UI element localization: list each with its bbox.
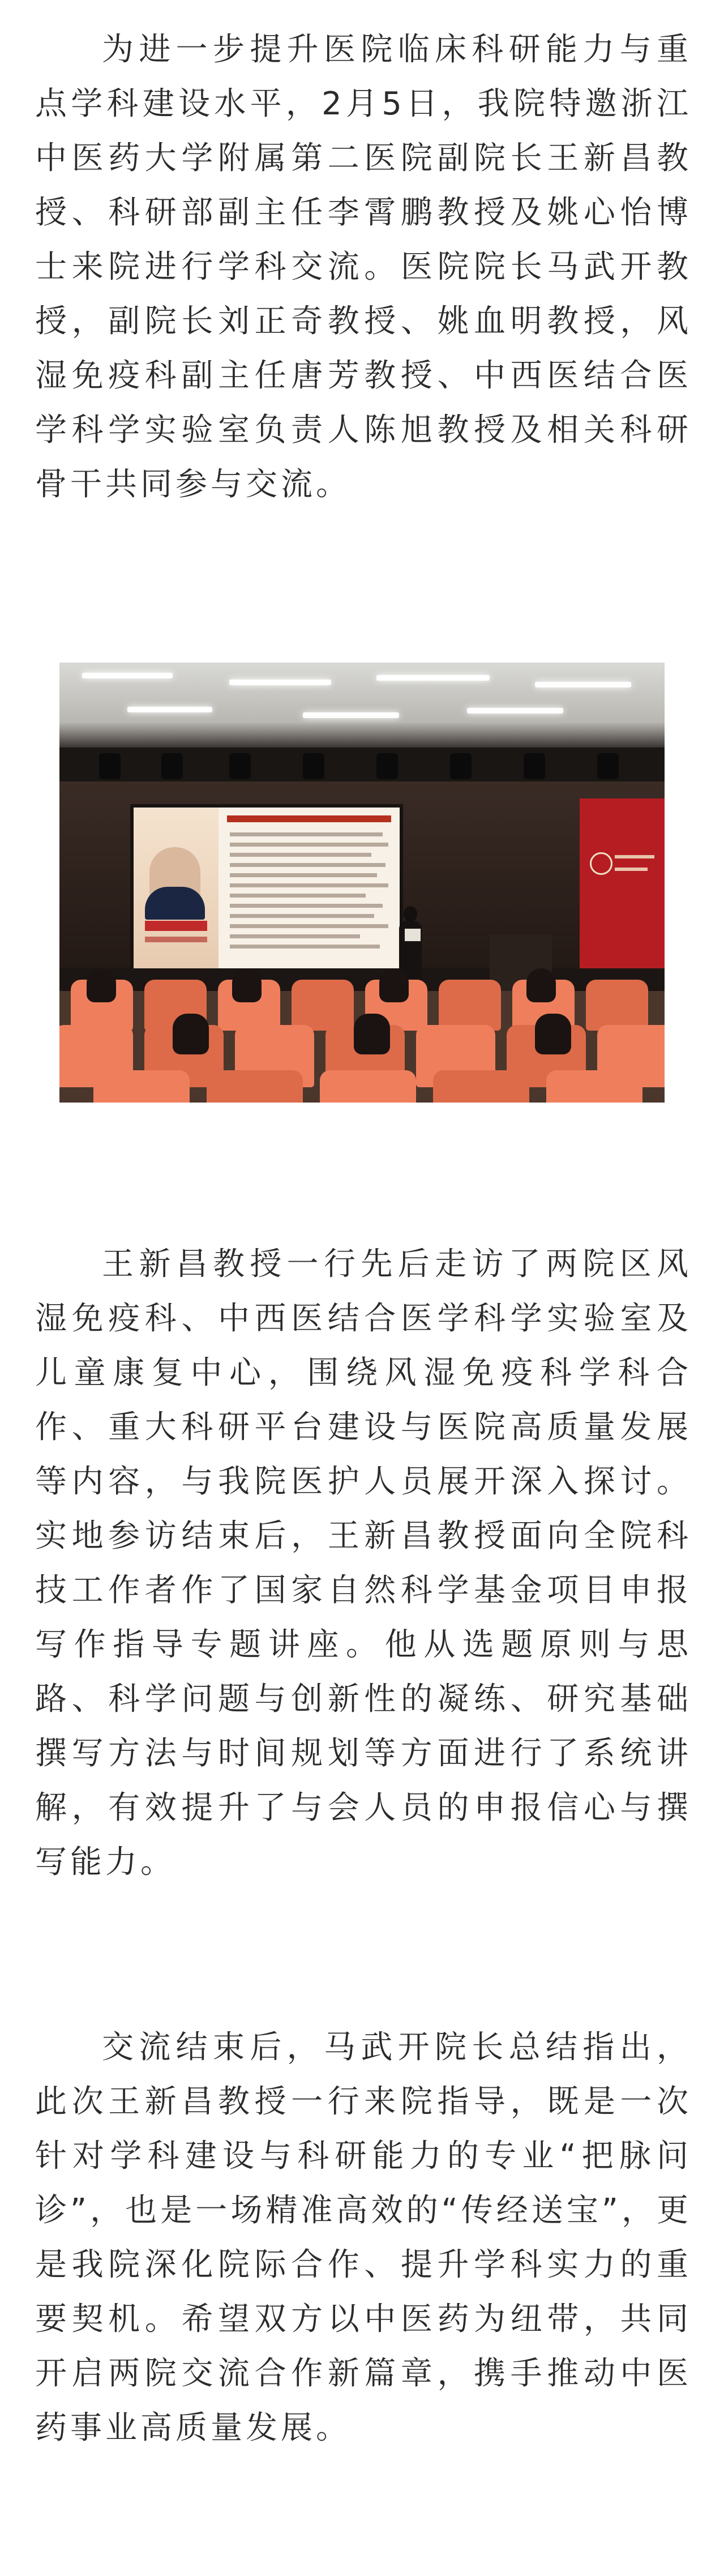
speaker-title-bar (145, 937, 207, 942)
audience-member (87, 968, 116, 1002)
ceiling-light (467, 708, 563, 714)
stage-spotlight (303, 753, 324, 779)
stage-spotlight (229, 753, 251, 779)
article-paragraph-2: 王新昌教授一行先后走访了两院区风湿免疫科、中西医结合医学科学实验室及儿童康复中心，围绕风湿免疫科学科合作、重大科研平台建设与医院高质量发展等内容，与我院医护人员展开深入探讨。实地参访结束后，王新昌教授面向全院科技工作者作了国家自然科学基金项目申报写作指导专题讲座。他从选题原则与思路、科学问题与创新性的凝练、研究基础撰写方法与时间规划等方面进行了系统讲解，有效提升了与会人员的申报信心与撰写能力。 (35, 1246, 692, 1881)
audience-member (173, 1014, 209, 1054)
ceiling-light (535, 682, 631, 687)
banner-logo-icon (590, 852, 612, 875)
ceiling-light (127, 707, 212, 712)
article-paragraph-1: 为进一步提升医院临床科研能力与重点学科建设水平，2月5日，我院特邀浙江中医药大学附属第二医院副院长王新昌教授、科研部副主任李霄鹏教授及姚心怡博士来院进行学科交流。医院院长马武开教授，副院长刘正奇教授、姚血明教授，风湿免疫科副主任唐芳教授、中西医结合医学科学实验室负责人陈旭教授及相关科研骨干共同参与交流。 (35, 31, 692, 503)
audience-seat (586, 980, 648, 1031)
audience-seat (546, 1070, 642, 1103)
screen-speaker-panel (134, 808, 219, 972)
ceiling-light (82, 673, 173, 678)
audience-seat (292, 980, 354, 1031)
banner-line (615, 855, 654, 858)
audience-seat (433, 1070, 529, 1103)
audience-seat (320, 1070, 416, 1103)
audience-member (379, 968, 409, 1002)
lecture-photo (59, 663, 665, 1103)
lighting-truss (59, 747, 665, 781)
ceiling-light (229, 680, 331, 685)
red-banner (580, 798, 665, 985)
stage-spotlight (524, 753, 545, 779)
speaker-name-bar (145, 921, 207, 931)
ceiling-light (376, 675, 490, 681)
projection-screen (130, 804, 403, 975)
speaker-portrait (149, 847, 200, 909)
audience-seat (207, 1070, 303, 1103)
stage-spotlight (376, 753, 398, 779)
article-paragraph-3: 交流结束后，马武开院长总结指出，此次王新昌教授一行来院指导，既是一次针对学科建设与科研能力的专业“把脉问诊”，也是一场精准高效的“传经送宝”，更是我院深化院际合作、提升学科实力的重要契机。希望双方以中医药为纽带，共同开启两院交流合作新篇章，携手推动中医药事业高质量发展。 (35, 2029, 692, 2446)
audience-member (526, 968, 556, 1002)
stage-spotlight (161, 753, 183, 779)
stage-spotlight (597, 753, 619, 779)
screen-title-bar (227, 815, 391, 822)
audience-seat (439, 980, 501, 1031)
audience-seat (93, 1070, 190, 1103)
photo-ceiling (59, 663, 665, 747)
audience-member (354, 1014, 390, 1054)
ceiling-light (303, 712, 399, 718)
stage-spotlight (99, 753, 121, 779)
audience-member (232, 968, 262, 1002)
stage-spotlight (450, 753, 472, 779)
audience-member (535, 1014, 571, 1054)
banner-line (615, 868, 648, 871)
